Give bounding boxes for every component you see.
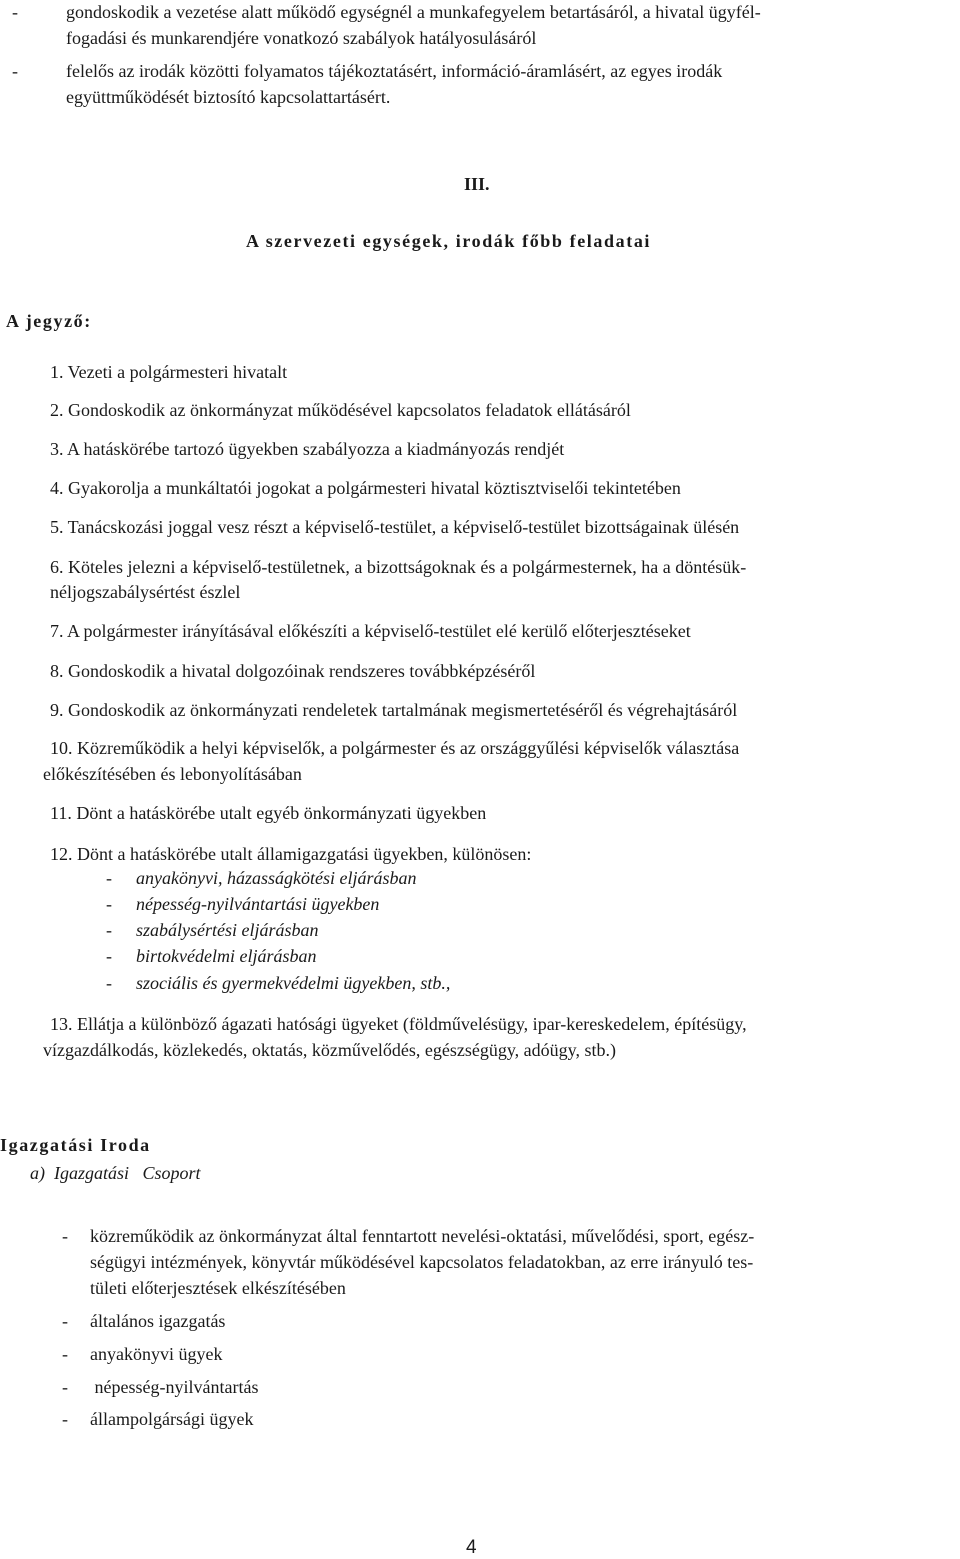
sub-list-item: anyakönyvi, házasságkötési eljárásban — [136, 868, 417, 888]
sub-list-item: szabálysértési eljárásban — [136, 920, 319, 940]
sub-bullet-dash: - — [106, 868, 112, 888]
page-number: 4 — [466, 1537, 477, 1558]
sub-list-item: birtokvédelmi eljárásban — [136, 946, 317, 966]
bullet-dash: - — [62, 1311, 68, 1331]
list-item: 1. Vezeti a polgármesteri hivatalt — [50, 362, 288, 382]
sub-bullet-dash: - — [106, 894, 112, 914]
list-item-continued: előkészítésében és lebonyolításában — [43, 764, 302, 784]
bullet-dash: - — [62, 1226, 68, 1246]
bullet-dash: - — [12, 2, 18, 22]
list-item: 9. Gondoskodik az önkormányzati rendeletek tartalmának megismertetéséről és végrehajtásáról — [50, 700, 738, 720]
section-number: III. — [464, 174, 490, 194]
list-item: 7. A polgármester irányításával előkészíti a képviselő-testület elé kerülő előterjesztéseket — [50, 621, 691, 641]
list-item: 10. Közreműködik a helyi képviselők, a polgármester és az országgyűlési képviselők választása — [50, 738, 740, 758]
bullet-text-line: általános igazgatás — [90, 1311, 226, 1331]
list-item: 5. Tanácskozási joggal vesz részt a képviselő-testület, a képviselő-testület bizottságainak ülésén — [50, 517, 740, 537]
sub-list-item: népesség-nyilvántartási ügyekben — [136, 894, 380, 914]
bullet-text-line: együttműködését biztosító kapcsolattartásért. — [66, 87, 391, 107]
bullet-text-line: tületi előterjesztések elkészítésében — [90, 1278, 346, 1298]
list-item: 2. Gondoskodik az önkormányzat működésével kapcsolatos feladatok ellátásáról — [50, 400, 631, 420]
bullet-text-line: közreműködik az önkormányzat által fenntartott nevelési-oktatási, művelődési, sport, egész- — [90, 1226, 755, 1246]
sub-bullet-dash: - — [106, 973, 112, 993]
bullet-text-line: állampolgársági ügyek — [90, 1409, 254, 1429]
list-item-continued: néljogszabálysértést észlel — [50, 582, 241, 602]
bullet-dash: - — [62, 1409, 68, 1429]
sub-list-item: szociális és gyermekvédelmi ügyekben, stb., — [136, 973, 451, 993]
list-item: 4. Gyakorolja a munkáltatói jogokat a polgármesteri hivatal köztisztviselői tekintetében — [50, 478, 681, 498]
list-item-continued: vízgazdálkodás, közlekedés, oktatás, közművelődés, egészségügy, adóügy, stb.) — [43, 1040, 616, 1060]
section-title: A szervezeti egységek, irodák főbb feladatai — [246, 231, 652, 251]
bullet-text-line: gondoskodik a vezetése alatt működő egységnél a munkafegyelem betartásáról, a hivatal ügyfél- — [66, 2, 761, 22]
bullet-text-line: felelős az irodák közötti folyamatos tájékoztatásért, információ-áramlásért, az egyes irodák — [66, 61, 723, 81]
sub-bullet-dash: - — [106, 946, 112, 966]
bullet-dash: - — [62, 1377, 68, 1397]
office-subheading: a) Igazgatási Csoport — [30, 1163, 201, 1183]
bullet-text-line: ségügyi intézmények, könyvtár működésével kapcsolatos feladatokban, az erre irányuló tes- — [90, 1252, 754, 1272]
list-item: 8. Gondoskodik a hivatal dolgozóinak rendszeres továbbképzéséről — [50, 661, 536, 681]
bullet-text-line: fogadási és munkarendjére vonatkozó szabályok hatályosulásáról — [66, 28, 537, 48]
list-item: 6. Köteles jelezni a képviselő-testületnek, a bizottságoknak és a polgármesternek, ha a döntésük- — [50, 557, 747, 577]
list-item: 13. Ellátja a különböző ágazati hatósági ügyeket (földművelésügy, ipar-kereskedelem, építésügy, — [50, 1014, 747, 1034]
list-item: 12. Dönt a hatáskörébe utalt államigazgatási ügyekben, különösen: — [50, 844, 532, 864]
bullet-dash: - — [12, 61, 18, 81]
bullet-text-line: anyakönyvi ügyek — [90, 1344, 223, 1364]
sub-bullet-dash: - — [106, 920, 112, 940]
office-heading: Igazgatási Iroda — [0, 1135, 151, 1155]
list-item: 11. Dönt a hatáskörébe utalt egyéb önkormányzati ügyekben — [50, 803, 487, 823]
bullet-text-line: népesség-nyilvántartás — [90, 1377, 259, 1397]
jegyzo-heading: A jegyző: — [6, 311, 92, 331]
bullet-dash: - — [62, 1344, 68, 1364]
list-item: 3. A hatáskörébe tartozó ügyekben szabályozza a kiadmányozás rendjét — [50, 439, 565, 459]
